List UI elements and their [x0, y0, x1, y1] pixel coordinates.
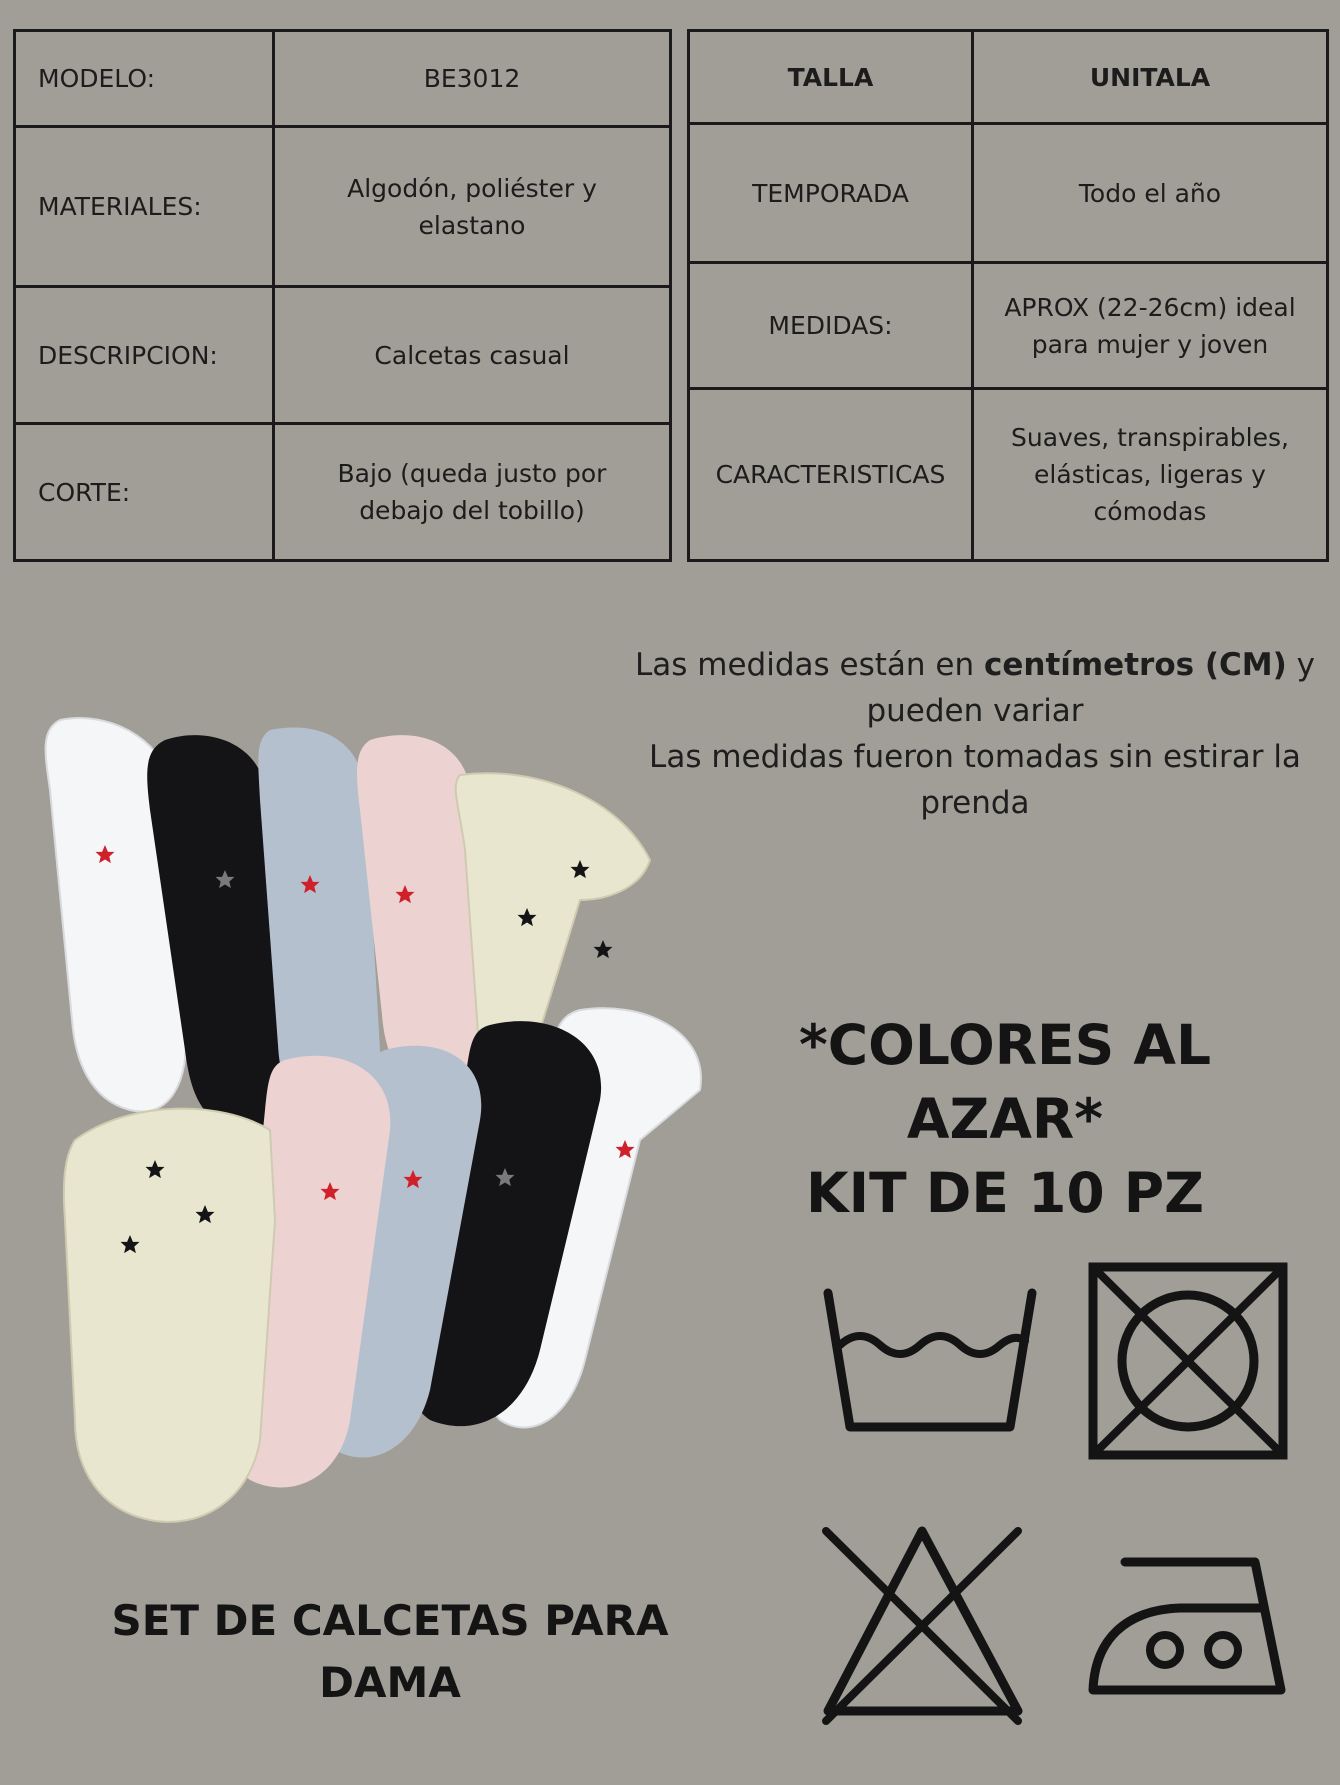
spec-label: MODELO: — [15, 31, 274, 127]
spec-label: MATERIALES: — [15, 127, 274, 287]
spec-row-caracteristicas — [689, 389, 1328, 561]
note-line2: Las medidas fueron tomadas sin estirar la prenda — [649, 739, 1301, 821]
spec-row-medidas — [689, 263, 1328, 389]
spec-value: Calcetas casual — [274, 287, 671, 424]
spec-row-descripcion — [15, 287, 671, 424]
spec-header-row — [689, 31, 1328, 124]
no-bleach-icon — [820, 1525, 1025, 1725]
promo-line2: KIT DE 10 PZ — [806, 1161, 1204, 1225]
spec-value: APROX (22-26cm) ideal para mujer y joven — [973, 263, 1328, 389]
spec-row-modelo — [15, 31, 671, 127]
note-line1-bold: centímetros (CM) — [983, 647, 1287, 683]
measurement-note — [625, 642, 1325, 826]
spec-value: Bajo (queda justo por debajo del tobillo) — [274, 424, 671, 561]
spec-row-corte — [15, 424, 671, 561]
spec-table-right — [687, 29, 1329, 562]
note-line1-start: Las medidas están en — [635, 647, 984, 683]
spec-header-label: TALLA — [689, 31, 973, 124]
spec-row-temporada — [689, 124, 1328, 263]
spec-value: Todo el año — [973, 124, 1328, 263]
sock-cream-bottom — [64, 1109, 275, 1522]
spec-row-materiales — [15, 127, 671, 287]
socks-product-image — [20, 700, 710, 1560]
set-title: SET DE CALCETAS PARA DAMA — [111, 1596, 669, 1707]
iron-icon — [1085, 1550, 1290, 1700]
spec-table-left — [13, 29, 672, 562]
wash-basin-icon — [820, 1285, 1040, 1435]
no-tumble-dry-icon — [1088, 1262, 1288, 1460]
spec-label: DESCRIPCION: — [15, 287, 274, 424]
spec-value: Algodón, poliéster y elastano — [274, 127, 671, 287]
spec-label: CORTE: — [15, 424, 274, 561]
note-line1-end: y pueden variar — [866, 647, 1315, 729]
spec-label: TEMPORADA — [689, 124, 973, 263]
promo-text — [700, 1008, 1310, 1230]
spec-label: CARACTERISTICAS — [689, 389, 973, 561]
spec-header-value: UNITALA — [973, 31, 1328, 124]
spec-label: MEDIDAS: — [689, 263, 973, 389]
spec-value: Suaves, transpirables, elásticas, ligeras y cómodas — [973, 389, 1328, 561]
promo-line1: *COLORES AL AZAR* — [798, 1013, 1212, 1151]
spec-value: BE3012 — [274, 31, 671, 127]
